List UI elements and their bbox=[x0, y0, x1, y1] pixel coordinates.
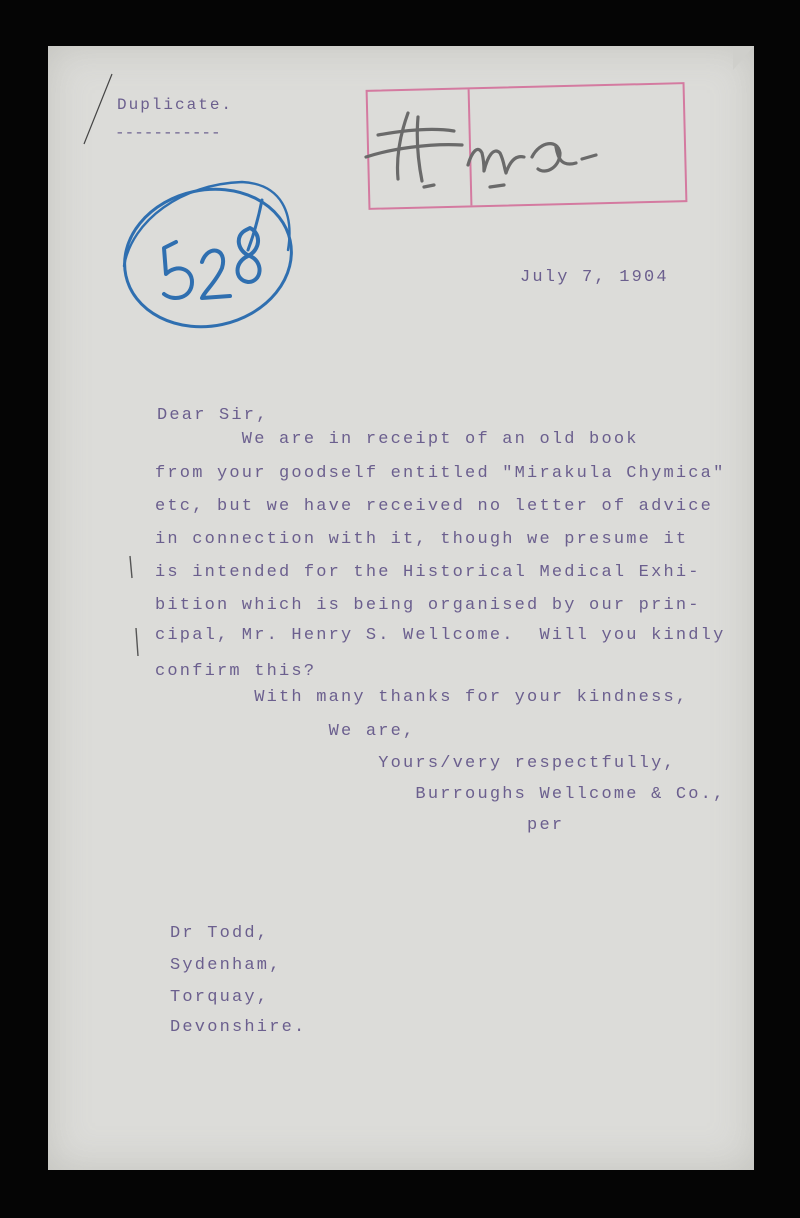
margin-pencil-mark bbox=[124, 552, 144, 662]
address-line: Torquay, bbox=[170, 988, 270, 1007]
body-line: cipal, Mr. Henry S. Wellcome. Will you kindly bbox=[155, 626, 726, 645]
body-line: in connection with it, though we presume it bbox=[155, 530, 689, 549]
address-line: Dr Todd, bbox=[170, 924, 270, 943]
body-line: is intended for the Historical Medical Exhi- bbox=[155, 563, 701, 582]
folded-corner bbox=[733, 46, 754, 70]
letter-date: July 7, 1904 bbox=[520, 268, 669, 287]
signature-per: per bbox=[155, 816, 565, 835]
duplicate-underline: ----------- bbox=[115, 124, 221, 142]
body-line: With many thanks for your kindness, bbox=[155, 688, 689, 707]
handwritten-number-circled bbox=[112, 170, 302, 340]
margin-pencil-mark bbox=[78, 60, 118, 150]
body-line: Yours/very respectfully, bbox=[155, 754, 676, 773]
body-line: We are, bbox=[155, 722, 416, 741]
handwritten-initials bbox=[360, 95, 610, 195]
body-line: from your goodself entitled "Mirakula Chymica" bbox=[155, 464, 726, 483]
duplicate-label: Duplicate. bbox=[117, 96, 234, 114]
address-line: Sydenham, bbox=[170, 956, 282, 975]
salutation: Dear Sir, bbox=[157, 406, 269, 425]
body-line: bition which is being organised by our prin- bbox=[155, 596, 701, 615]
body-line: We are in receipt of an old book bbox=[155, 430, 639, 449]
body-line: confirm this? bbox=[155, 662, 317, 681]
body-line: etc, but we have received no letter of advice bbox=[155, 497, 714, 516]
signature-line: Burroughs Wellcome & Co., bbox=[155, 785, 726, 804]
address-line: Devonshire. bbox=[170, 1018, 307, 1037]
